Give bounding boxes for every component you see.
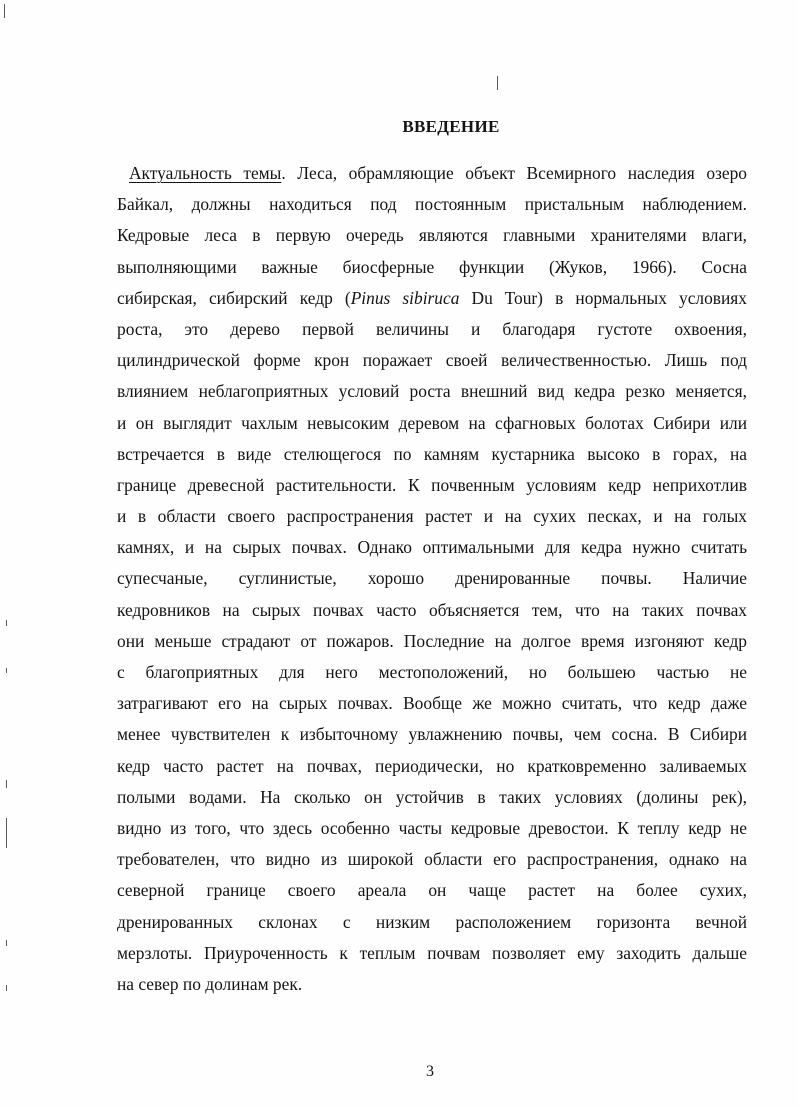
scan-artifact [6, 620, 7, 626]
scan-artifact [6, 780, 7, 788]
page-number: 3 [426, 1063, 434, 1080]
text-line: супесчаные, суглинистые, хорошо дренированные почвы. Наличие [117, 568, 747, 589]
latin-name: Pinus sibiruca [350, 287, 460, 308]
text-line: границе древесной растительности. К почвенным условиям кедр неприхотлив [117, 474, 747, 495]
text-line: и в области своего распространения растет и на сухих песках, и на голых [117, 506, 747, 527]
text-line-1 [117, 158, 747, 189]
text-line: роста, это дерево первой величины и благодаря густоте охвоения, [117, 318, 747, 339]
text-line: дренированных склонах с низким расположением горизонта вечной [117, 911, 747, 932]
scan-artifact [6, 940, 7, 946]
topic-label: Актуальность темы [129, 163, 282, 183]
scan-artifact [4, 4, 5, 18]
text-line: полыми водами. На сколько он устойчив в таких условиях (долины рек), [117, 786, 747, 807]
text-line: Байкал, должны находиться под постоянным пристальным наблюдением. [117, 194, 747, 215]
scan-artifact [497, 76, 498, 90]
text-line: с благоприятных для него местоположений, но большею частью не [117, 662, 747, 682]
text-line: северной границе своего ареала он чаще растет на более сухих, [117, 880, 747, 901]
species-after: Du Tour) в нормальных условиях [459, 287, 747, 308]
text-line: Кедровые леса в первую очередь являются главными хранителями влаги, [117, 225, 747, 246]
text-line: кедровников на сырых почвах часто объясняется тем, что на таких почвах [117, 599, 747, 620]
text-line: цилиндрической форме крон поражает своей величественностью. Лишь под [117, 350, 747, 371]
text-line-species [117, 283, 747, 314]
scan-artifact [6, 668, 7, 673]
text-line: требователен, что видно из широкой области его распространения, однако на [117, 849, 747, 870]
text-line-last: на север по долинам рек. [117, 973, 303, 994]
scan-artifact [6, 818, 7, 848]
text-line: кедр часто растет на почвах, периодически, но кратковременно заливаемых [117, 755, 747, 776]
text-line: выполняющими важные биосферные функции (Жуков, 1966). Сосна [117, 256, 747, 277]
section-heading: ВВЕДЕНИЕ [402, 117, 500, 136]
first-line-rest: . Леса, обрамляющие объект Всемирного наследия озеро [281, 163, 747, 183]
scan-artifact [6, 985, 7, 991]
text-line: они меньше страдают от пожаров. Последние на долгое время изгоняют кедр [117, 630, 747, 651]
text-line: влиянием неблагоприятных условий роста внешний вид кедра резко меняется, [117, 381, 747, 402]
text-line: затрагивают его на сырых почвах. Вообще же можно считать, что кедр даже [117, 693, 747, 714]
text-line: менее чувствителен к избыточному увлажнению почвы, чем сосна. В Сибири [117, 724, 747, 745]
text-line: камнях, и на сырых почвах. Однако оптимальными для кедра нужно считать [117, 537, 747, 558]
text-line: встречается в виде стелющегося по камням кустарника высоко в горах, на [117, 443, 747, 464]
text-line: и он выглядит чахлым невысоким деревом на сфагновых болотах Сибири или [117, 412, 747, 433]
species-before: сибирская, сибирский кедр ( [117, 287, 351, 308]
body-paragraph [117, 158, 747, 1000]
text-line: видно из того, что здесь особенно часты кедровые древостои. К теплу кедр не [117, 817, 747, 838]
text-line: мерзлоты. Приуроченность к теплым почвам позволяет ему заходить дальше [117, 942, 747, 963]
